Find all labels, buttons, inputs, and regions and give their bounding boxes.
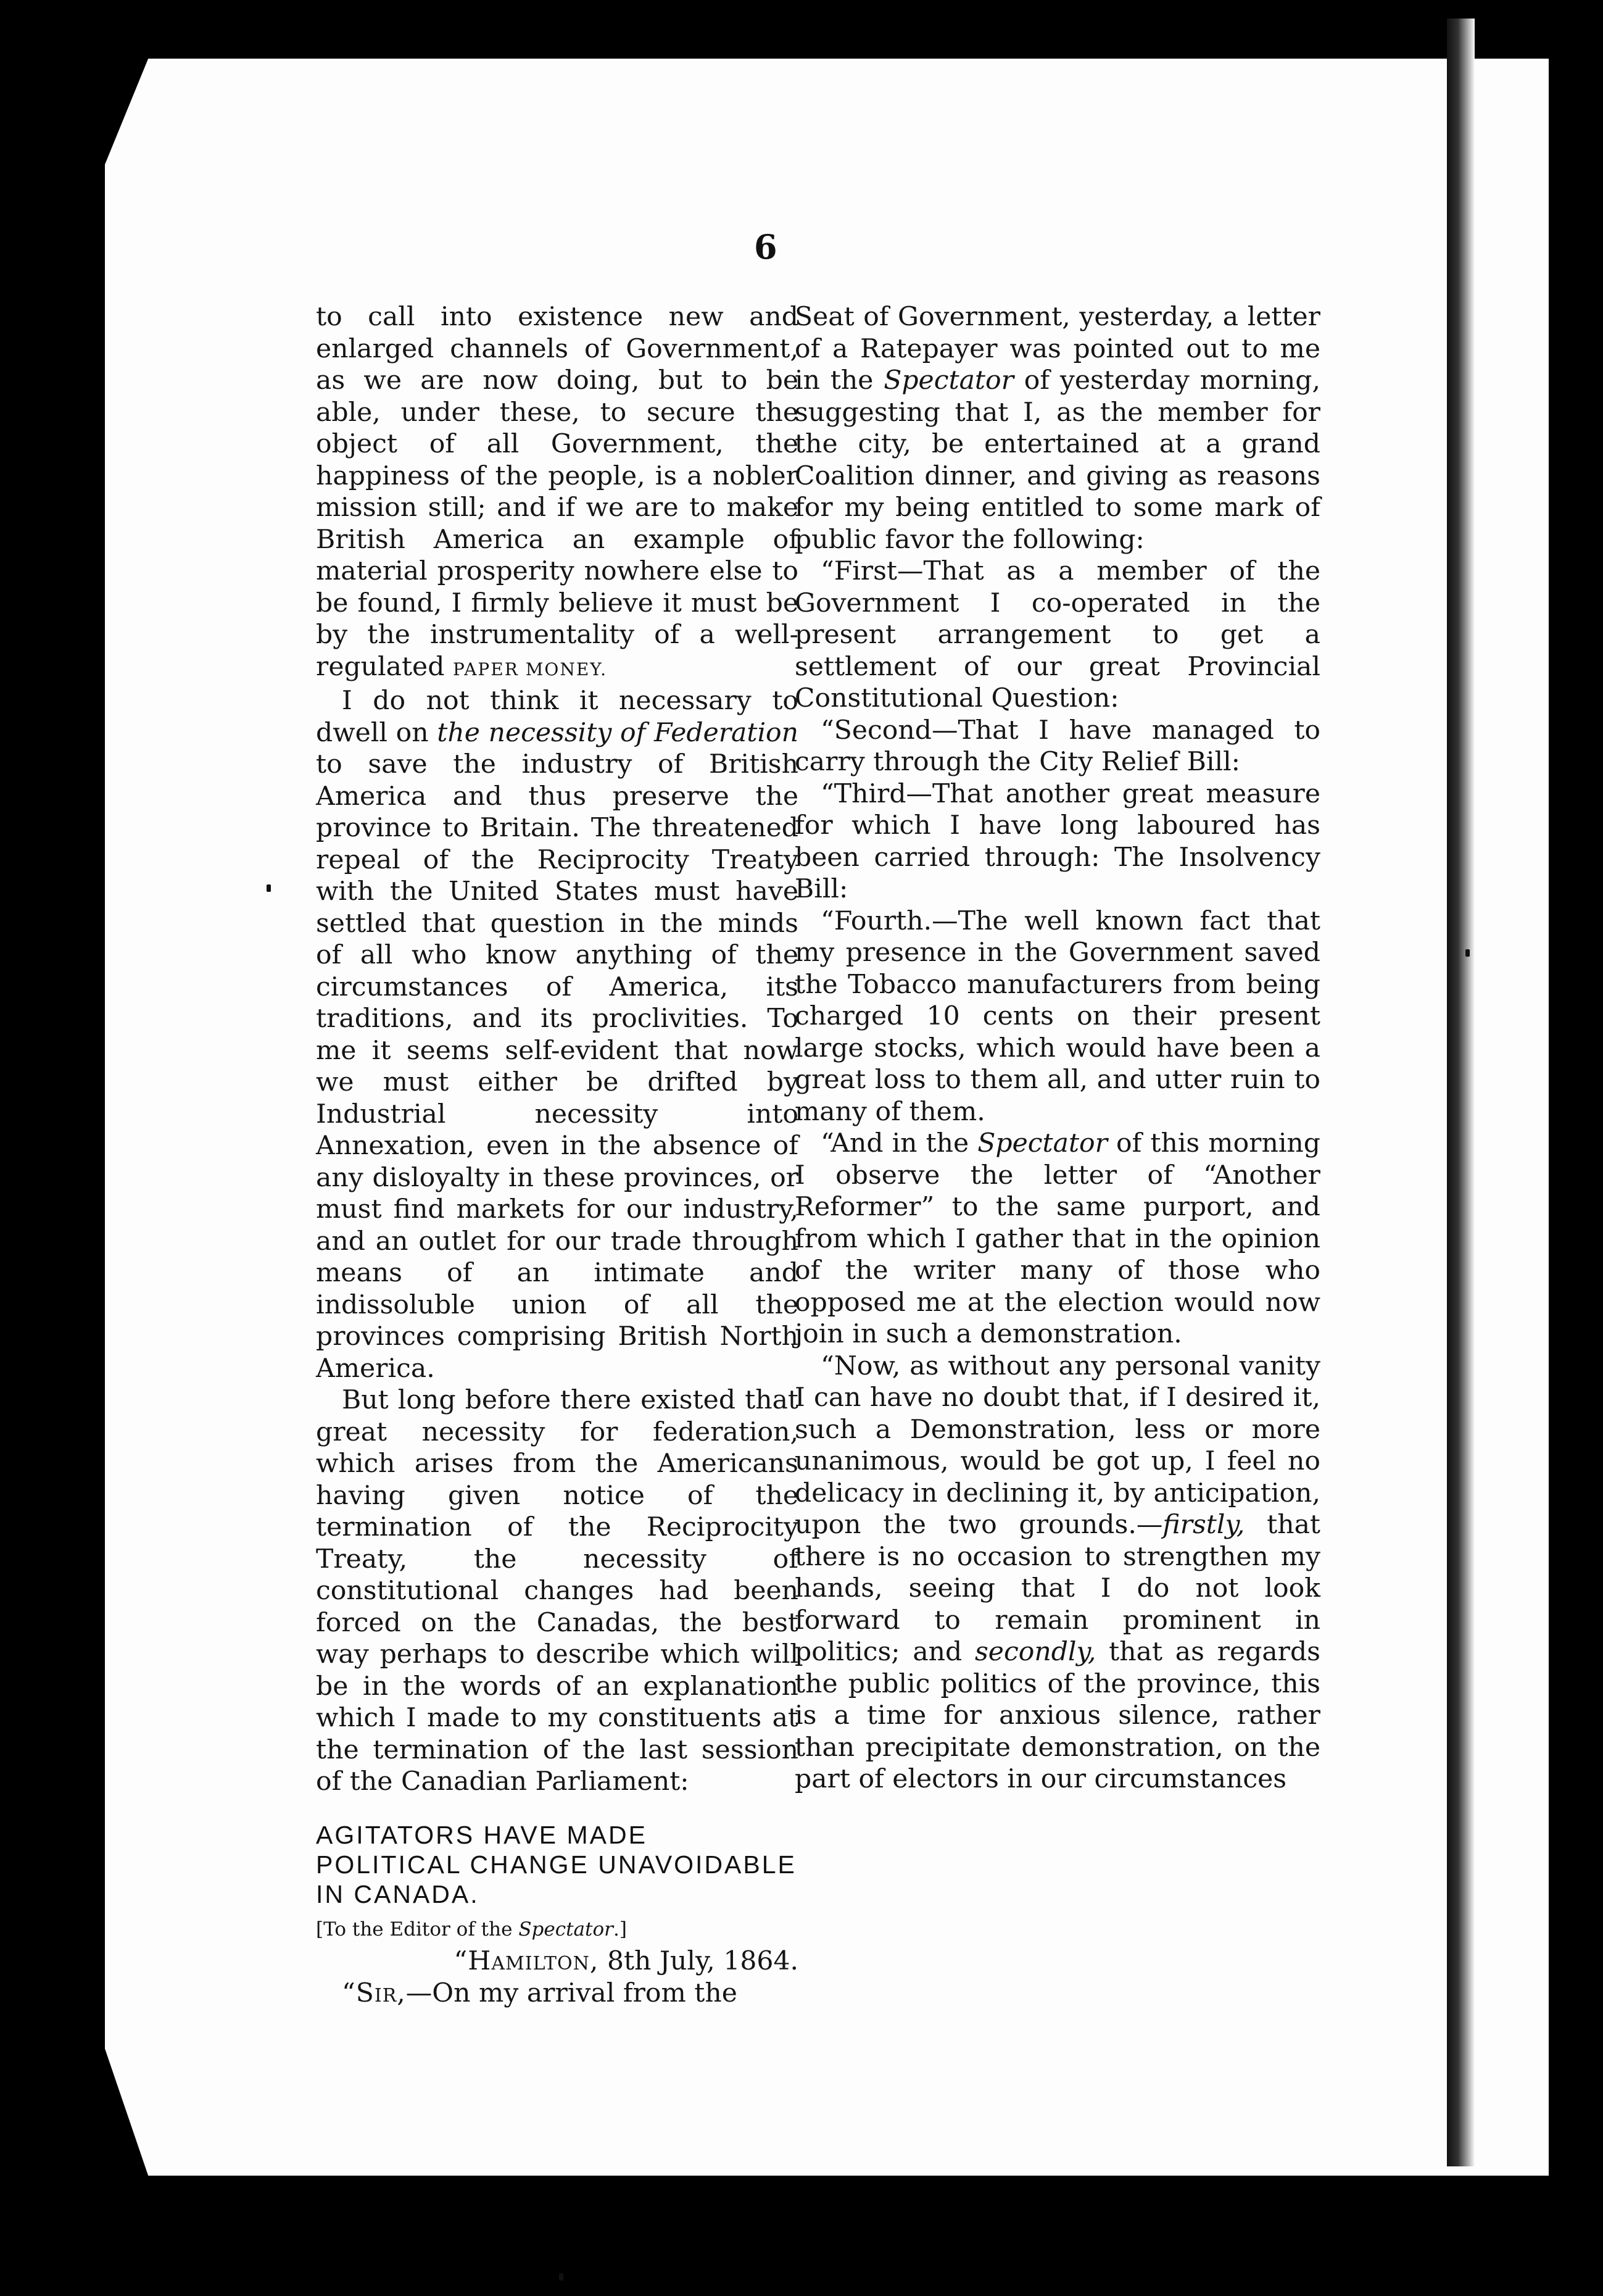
page-number: 6 (754, 227, 777, 267)
right-paragraph-now: “Now, as without any personal vanity I can have no doubt that, if I desired it, such a Demonstration, less or more unanimous, would be got up, I feel no delicacy in declining it, by anticipation, upon the two grounds.—firstly, that there is no occasion to strengthen my hands, seeing that I do not look forward to remain prominent in politics; and secondly, that as regards the public politics of the province, this is a time for anxious silence, rather than precipitate demonstration, on the part of electors in our circumstances (795, 1350, 1320, 1794)
right-paragraph-second: “Second—That I have managed to carry through the City Relief Bill: (795, 715, 1320, 777)
spectator-title: Spectator (884, 365, 1014, 396)
right-paragraph-fourth: “Fourth.—The well known fact that my presence in the Government saved the Tobacco manufacturers from being charged 10 cents on their present large stocks, which would have been a great loss to them all, and utter ruin to many of them. (795, 905, 1320, 1127)
left-paragraph-2: I do not think it necessary to dwell on the necessity of Federation to save the industry of British America and thus preserve the province to Britain. The threatened repeal of the Reciprocity Treaty with the United States must have settled that question in the minds of all who know anything of the circumstances of America, its traditions, and its proclivities. To me it seems self-evident that now we must either be drifted by Industrial necessity into Annexation, even in the absence of any disloyalty in these provinces, or must find markets for our industry, and an outlet for our trade through means of an intimate and indissoluble union of all the provinces comprising British North America. (316, 686, 799, 1384)
scan-speck (559, 2273, 563, 2281)
editor-note: [To the Editor of the Spectator.] (316, 1918, 627, 1940)
letter-heading: AGITATORS HAVE MADE POLITICAL CHANGE UNAVOIDABLE IN CANADA. (316, 1820, 797, 1908)
left-column (316, 301, 798, 2009)
scan-speck (1465, 949, 1470, 957)
right-column (795, 301, 1320, 1795)
paper-money-term: PAPER MONEY. (452, 659, 608, 680)
right-paragraph-spectator: “And in the Spectator of this morning I observe the letter of “Another Reformer” to the same purport, and from which I gather that in the opinion of the writer many of those who opposed me at the election would now join in such a demonstration. (795, 1128, 1321, 1349)
scan-speck (267, 884, 271, 892)
dateline: “Hamilton, 8th July, 1864. (454, 1946, 798, 1976)
facing-page-edge (1447, 19, 1475, 2166)
left-paragraph-1: to call into existence new and enlarged channels of Government, as we are now doing, but to be able, under these, to secure the object of all Government, the happiness of the people, is a nobler mission still; and if we are to make British America an example of material prosperity nowhere else to be found, I firmly believe it must be by the instrumentality of a well-regulated PAPER MONEY. (316, 302, 798, 682)
left-paragraph-3: But long before there existed that great necessity for federation, which arises from the Americans having given notice of the termination of the Reciprocity Treaty, the necessity of constitutional changes had been forced on the Canadas, the best way perhaps to describe which will be in the words of an explanation which I made to my constituents at the termination of the last session of the Canadian Parliament: (316, 1385, 798, 1797)
salutation: “Sir,—On my arrival from the (342, 1978, 737, 2008)
right-paragraph-third: “Third—That another great measure for which I have long laboured has been carried through: The Insolvency Bill: (795, 778, 1320, 904)
federation-emphasis: the necessity of Federation (437, 717, 799, 748)
right-paragraph-first: “First—That as a member of the Government I co-operated in the present arrangement to get a settlement of our great Provincial Constitutional Question: (795, 556, 1320, 713)
right-paragraph-1: Seat of Government, yesterday, a letter of a Ratepayer was pointed out to me in the Spectator of yesterday morning, suggesting that I, as the member for the city, be entertained at a grand Coalition dinner, and giving as reasons for my being entitled to some mark of public favor the following: (795, 302, 1321, 555)
